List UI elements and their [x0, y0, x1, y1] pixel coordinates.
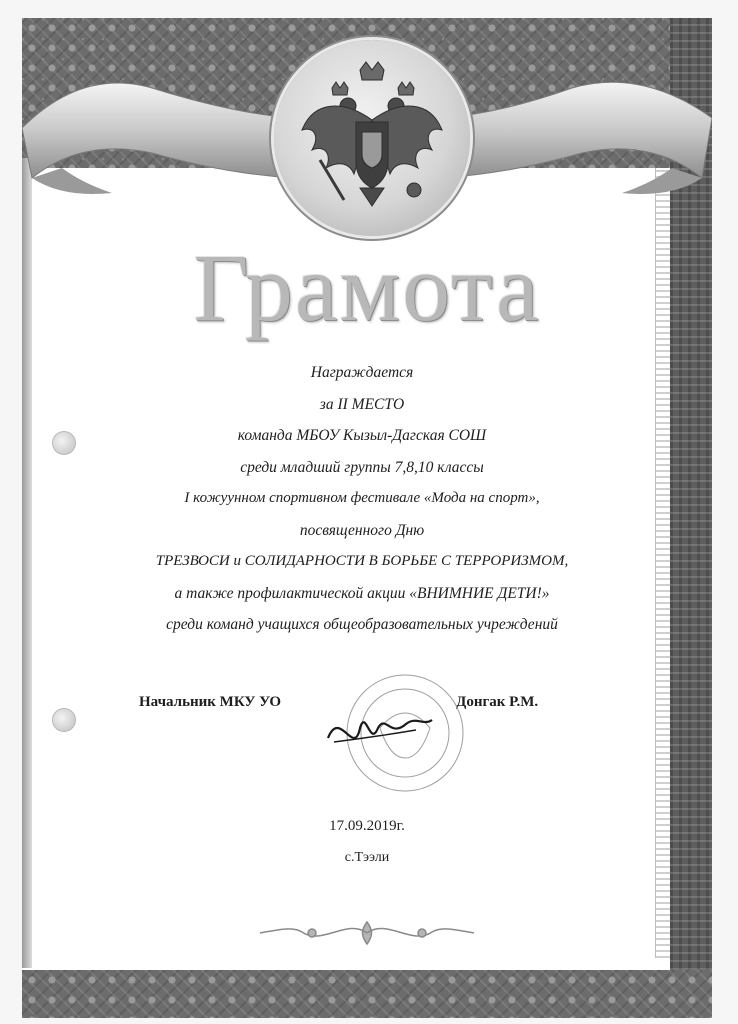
punch-hole-top — [52, 431, 76, 455]
award-line-awarded: Награждается — [310, 364, 414, 381]
signature-stamp-icon — [320, 668, 470, 798]
award-line-festival: I кожуунном спортивном фестивале «Мода на спорт», — [184, 490, 540, 506]
issue-date: 17.09.2019г. — [329, 818, 405, 834]
floral-ornament-icon — [252, 918, 482, 948]
certificate-sheet — [22, 18, 712, 1018]
award-line-campaign: а также профилактической акции «ВНИМНИЕ ДЕТИ!» — [174, 584, 550, 602]
award-text — [82, 357, 642, 641]
signatory-name: Донгак Р.М. — [456, 694, 539, 710]
award-line-participants: среди команд учащихся общеобразовательных учреждений — [166, 616, 558, 633]
award-line-day-name: ТРЕЗВОСИ и СОЛИДАРНОСТИ В БОРЬБЕ С ТЕРРОРИЗМОМ, — [155, 553, 569, 569]
punch-hole-bottom — [52, 708, 76, 732]
award-line-group: среди младший группы 7,8,10 классы — [240, 458, 484, 476]
certificate-title: Грамота — [193, 234, 541, 341]
issue-place: с.Тээли — [344, 850, 390, 865]
double-headed-eagle-icon — [274, 40, 470, 236]
signatory-position: Начальник МКУ УО — [139, 694, 282, 710]
coat-of-arms-emblem — [274, 40, 470, 236]
award-line-place: за II МЕСТО — [319, 395, 405, 413]
award-line-dedicated: посвященного Дню — [299, 521, 425, 539]
bottom-damask-band — [22, 970, 712, 1018]
award-line-team: команда МБОУ Кызыл-Дагская СОШ — [237, 427, 487, 444]
